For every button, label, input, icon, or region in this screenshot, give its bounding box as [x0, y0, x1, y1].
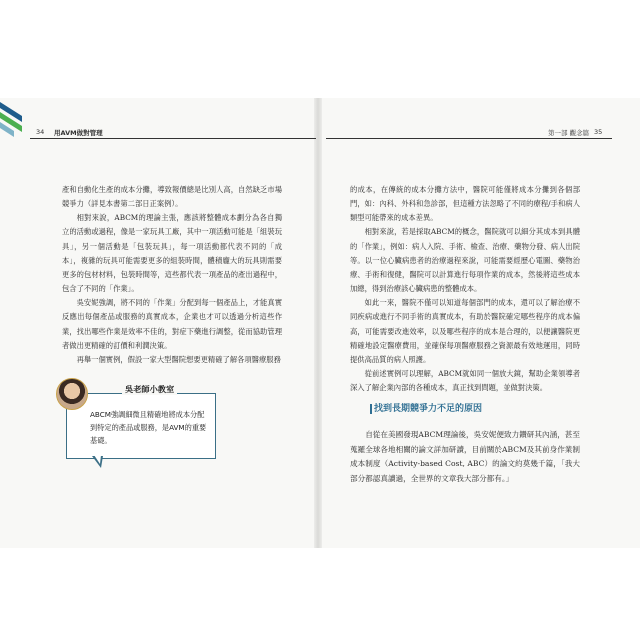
paragraph: 的成本，在傳統的成本分攤方法中，醫院可能僅將成本分攤到各個部門，如：內科、外科和急診部，但這種方法忽略了不同的療程/手和病人類型可能帶來的成本差異。	[350, 185, 580, 223]
paragraph: 如此一來，醫院不僅可以知道每個部門的成本，還可以了解治療不同疾病或進行不同手術的真實成本，有助於醫院確定哪些程序的成本偏高，可能需要改進效率，以及哪些程序的成本是合理的，以便讓醫院更精確地設定醫療費用，並確保每項醫療服務之資源最有效地運用，同時提供高品質的病人照護。	[350, 298, 580, 364]
teacher-avatar	[56, 378, 88, 410]
callout-text: ABCM強調細微且精確地將成本分配到特定的產品或服務，是AVM的重要基礎。	[90, 410, 207, 445]
right-header-rule	[326, 138, 612, 139]
right-page-number: 35	[594, 128, 603, 136]
left-header-rule	[30, 138, 316, 139]
left-running-title: 用AVM做對管理	[54, 129, 103, 137]
paragraph: 再舉一個實例，假設一家大型醫院想要更精確了解各項醫療服務	[76, 354, 281, 364]
left-body-text	[62, 183, 282, 367]
left-page-number: 34	[36, 128, 45, 136]
chevron-logo-icon	[0, 100, 30, 140]
right-body-text	[350, 183, 580, 395]
paragraph: 吳安妮強調，將不同的「作業」分配到每一個產品上，才能真實反應出每個產品或服務的真實成本，企業也才可以透過分析這些作業，找出哪些作業是效率不佳的，對症下藥進行調整，從而協助管理者做出更精確的訂價和利潤決策。	[62, 298, 282, 350]
right-section-body	[350, 428, 580, 487]
paragraph: 自從在美國發現ABCM理論後，吳安妮便致力鑽研其內涵，甚至蒐羅全球各地相關的論文詳加研讀，目前關於ABCM及其前身作業制成本制度（Activity-based Cost, ABC）的論文約莫幾千篇，「我大部分都認真讀過，全世界的文章我大部分都有。」	[350, 430, 580, 484]
paragraph: 產和自動化生產的成本分攤，導致報價總是比別人高，自然缺乏市場競爭力（詳見本書第二部日正案例）。	[62, 185, 282, 209]
callout-body	[90, 408, 210, 447]
section-title: 找到長期競爭力不足的原因	[374, 404, 483, 414]
section-title-marker	[370, 404, 372, 414]
right-running-title: 第一部 觀念篇	[548, 129, 590, 137]
paragraph: 從前述實例可以理解，ABCM就如同一個放大鏡，幫助企業領導者深入了解企業內部的各種成本，真正找到問題，並做對決策。	[350, 369, 580, 393]
book-gutter	[314, 98, 322, 548]
callout-tail-fill	[94, 455, 101, 464]
callout-title: 吳老師小教室	[122, 384, 177, 395]
paragraph: 相對來說，ABCM的理論主張，應該將整體成本劃分為各自獨立的活動或過程，像是一家玩具工廠，其中一項活動可能是「組裝玩具」，另一個活動是「包裝玩具」，每一項活動都代表不同的「成本」，複雜的玩具可能需要更多的組裝時間，體積龐大的玩具則需要更多的包材材料，包裝時間等，這些都代表一項產品的產出過程中，包含了不同的「作業」。	[62, 213, 282, 294]
paragraph: 相對來說，若是採取ABCM的概念，醫院就可以細分其成本到具體的「作業」，例如：病人入院、手術、檢查、治療、藥物分發、病人出院等。以一位心臟病患者的治療過程來說，可能需要經歷心電圖、藥物治療、手術和復健，醫院可以計算進行每項作業的成本，然後將這些成本加總，得到治療該心臟病患的整體成本。	[350, 227, 580, 294]
